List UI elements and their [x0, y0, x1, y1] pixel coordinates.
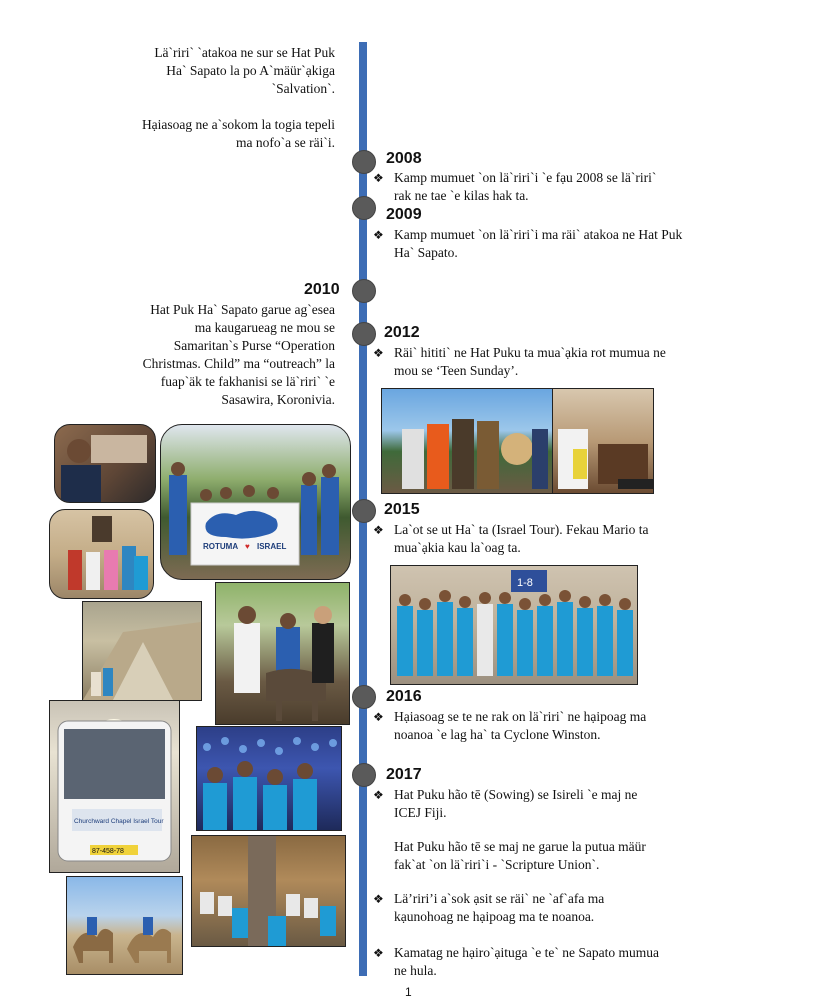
event-line: fuap`äk te fakhanisi se lä`riri` `e	[160, 374, 335, 389]
photo-stone-path	[82, 601, 202, 701]
bus-plate: 87-458-78	[92, 848, 124, 855]
year-2015: 2015	[384, 501, 420, 518]
event-2017-text-4	[394, 944, 774, 980]
year-2009: 2009	[386, 206, 422, 223]
event-2017-text-2	[394, 838, 774, 874]
event-2017-text-1	[394, 786, 774, 822]
bus-text: Churchward Chapel Israel Tour	[74, 818, 164, 825]
event-line: noanoa `e lag ha` ta Cyclone Winston.	[394, 727, 601, 742]
bullet-icon: ❖	[373, 228, 384, 242]
event-2016-text	[394, 708, 774, 744]
event-line: Räi` hititi` ne Hat Puku ta mua`ạkia rot mumua ne	[394, 345, 666, 360]
event-line: ne hula.	[394, 963, 437, 978]
intro-line: Hạiasoag ne a`sokom la togia tepeli	[141, 117, 335, 132]
photo-figures	[192, 836, 345, 946]
photo-figures	[50, 510, 153, 598]
event-line: Samaritan`s Purse “Operation	[173, 338, 335, 353]
year-2008: 2008	[386, 150, 422, 167]
photo-figures	[55, 425, 155, 502]
photo-teen-sunday-costumes	[381, 388, 553, 494]
timeline-dot-2016	[352, 685, 376, 709]
photo-figures	[391, 566, 637, 684]
year-2017: 2017	[386, 766, 422, 783]
photo-group-stone-wall	[49, 509, 154, 599]
timeline-dot-2010	[352, 279, 376, 303]
event-line: Kamatag ne hạiro`ạituga `e te` ne Sapato mumua	[394, 945, 660, 960]
photo-figures	[50, 701, 179, 872]
event-2008-text	[394, 169, 774, 205]
event-line: Lä’riri’i a`sok ạsit se räi` ne `af`afa ma	[394, 891, 605, 906]
banner-text-israel: ISRAEL	[257, 542, 287, 551]
page-number: 1	[405, 985, 412, 999]
photo-figures	[83, 602, 201, 700]
year-2016: 2016	[386, 688, 422, 705]
event-line: Hat Puku hão tē se maj ne garue la putua mäür	[394, 839, 646, 854]
photo-tent-gathering	[191, 835, 346, 947]
bullet-icon: ❖	[373, 523, 384, 537]
photo-tour-bus	[49, 700, 180, 873]
bullet-icon: ❖	[373, 788, 384, 802]
year-2012: 2012	[384, 324, 420, 341]
intro-text	[75, 44, 335, 152]
event-line: Christmas. Child” ma “outreach” la	[142, 356, 335, 371]
photo-figures	[216, 583, 349, 724]
photo-israel-group	[390, 565, 638, 685]
intro-line: Lä`riri` `atakoa ne sur se Hat Puk	[154, 45, 335, 60]
photo-figures	[553, 389, 653, 493]
photo-camel-ride	[66, 876, 183, 975]
photo-man-wall-sign	[54, 424, 156, 503]
event-line: fak`at `on lä`riri`i - `Scripture Union`.	[394, 857, 600, 872]
banner-text-rotuma: ROTUMA	[203, 542, 239, 551]
timeline-dot-2015	[352, 499, 376, 523]
event-2015-text	[394, 521, 774, 557]
event-line: rak ne tae `e kilas hak ta.	[394, 188, 529, 203]
sign-text: 1-8	[517, 577, 533, 589]
heart-icon: ♥	[245, 542, 250, 551]
event-line: La`ot se ut Ha` ta (Israel Tour). Fekau Mario ta	[394, 522, 649, 537]
timeline-dot-2012	[352, 322, 376, 346]
bullet-icon: ❖	[373, 946, 384, 960]
event-line: mou se ‘Teen Sunday’.	[394, 363, 519, 378]
intro-line: Ha` Sapato la po A`mäür`ạkiga	[166, 63, 335, 78]
bullet-icon: ❖	[373, 346, 384, 360]
event-line: Kamp mumuet `on lä`riri`i `e fạu 2008 se lä`riri`	[394, 170, 657, 185]
bullet-icon: ❖	[373, 710, 384, 724]
event-line: mua`ạkia kau la`oag ta.	[394, 540, 521, 555]
event-2009-text	[394, 226, 774, 262]
event-line: Sasawira, Koronivia.	[221, 392, 335, 407]
year-2010: 2010	[304, 281, 340, 298]
event-line: kạunohoag ne hạipoag ma te noanoa.	[394, 909, 595, 924]
event-2012-text	[394, 344, 774, 380]
timeline-dot-2017	[352, 763, 376, 787]
timeline-dot-2009	[352, 196, 376, 220]
photo-figures	[197, 727, 341, 830]
photo-figures	[382, 389, 552, 493]
photo-rotuma-israel-banner	[160, 424, 351, 580]
photo-figures	[67, 877, 182, 974]
event-2017-text-3	[394, 890, 774, 926]
event-line: Hat Puk Ha` Sapato garue ag`esea	[150, 302, 335, 317]
bullet-icon: ❖	[373, 892, 384, 906]
photo-teen-sunday-church	[552, 388, 654, 494]
bullet-icon: ❖	[373, 171, 384, 185]
intro-line: ma nofo`a se räi`i.	[236, 135, 335, 150]
photo-donkey-ride	[215, 582, 350, 725]
event-line: Hat Puku hão tē (Sowing) se Isireli `e maj ne	[394, 787, 638, 802]
photo-crowd-gathering	[196, 726, 342, 831]
event-line: Hạiasoag se te ne rak on lä`riri` ne hạipoag ma	[394, 709, 647, 724]
event-2010-text	[75, 301, 335, 409]
event-line: ICEJ Fiji.	[394, 805, 447, 820]
intro-line: `Salvation`.	[271, 81, 335, 96]
event-line: Kamp mumuet `on lä`riri`i ma räi` atakoa ne Hat Puk	[394, 227, 683, 242]
event-line: Ha` Sapato.	[394, 245, 458, 260]
photo-figures	[161, 425, 350, 579]
event-line: ma kaugarueag ne mou se	[194, 320, 335, 335]
